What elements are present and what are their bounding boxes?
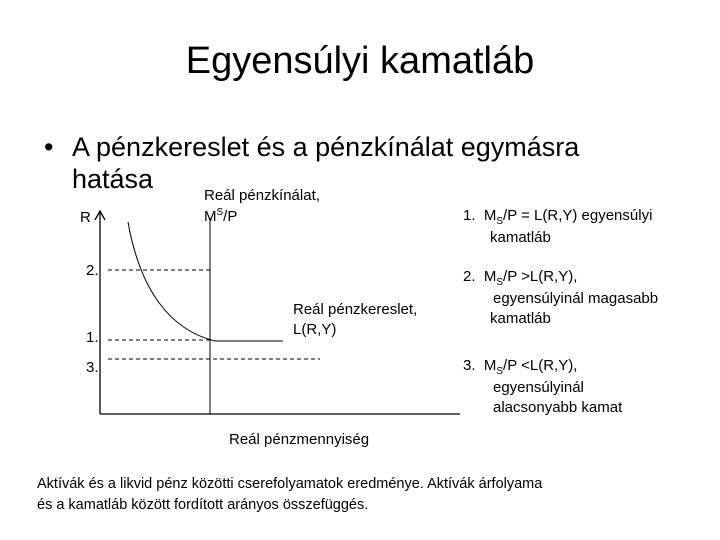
note-3: 3. $M_S/P <L(R,Y)$, egyensúlyinál alacsonyabb kamat — [463, 357, 623, 416]
money-demand-curve — [128, 222, 283, 341]
x-axis-label: Reál pénzmennyiség — [229, 431, 370, 448]
slide-title: Egyensúlyi kamatláb — [185, 40, 535, 82]
supply-label-line-1: Reál pénzkínálat, — [204, 187, 320, 204]
level-label-3: 3. — [86, 359, 99, 376]
level-label-1: 1. — [86, 329, 99, 346]
note-2: 2. $M_S/P >L(R,Y)$, egyensúlyinál magasabb kamatláb — [463, 268, 659, 327]
footer-line-1: Aktívák és a likvid pénz közötti cserefolyamatok eredménye. Aktívák árfolyama — [37, 476, 543, 492]
bullet-line-2: hatása — [72, 164, 154, 194]
demand-label — [293, 300, 417, 339]
y-axis-label: R — [80, 209, 91, 226]
demand-label-line-1: Reál pénzkereslet, — [293, 301, 418, 318]
demand-label-line-2: L(R,Y) — [293, 320, 337, 338]
level-label-2: 2. — [86, 262, 99, 279]
bullet-dot-icon: • — [44, 132, 54, 162]
supply-label — [204, 186, 320, 226]
footer-line-2: és a kamatláb között fordított arányos összefüggés. — [37, 497, 369, 514]
note-1: 1. $M_S/P = L(R,Y)$ egyensúlyi kamatláb — [463, 207, 653, 246]
footer-text — [37, 474, 677, 516]
bullet-line-1: A pénzkereslet és a pénzkínálat egymásra — [72, 132, 580, 162]
supply-label-line-2: $M^S/P$ — [204, 206, 238, 225]
